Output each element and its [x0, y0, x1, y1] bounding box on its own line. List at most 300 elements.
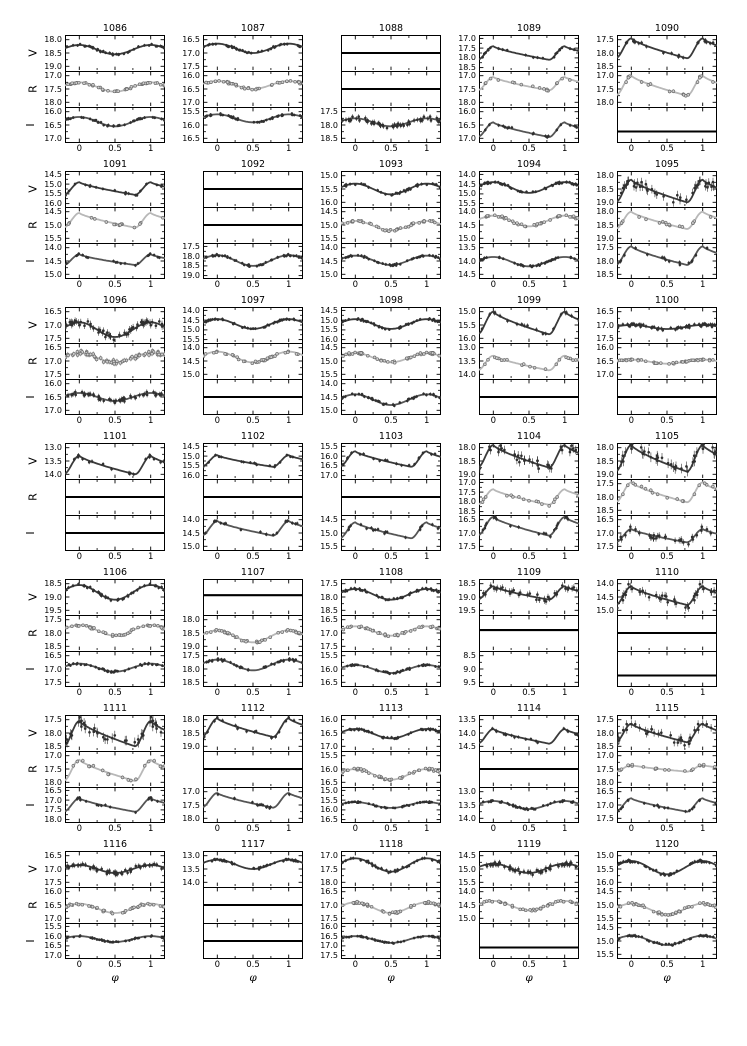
- panel-i: [165, 923, 303, 959]
- y-tick-label: 18.5: [596, 269, 614, 279]
- panel-v: [579, 443, 717, 479]
- cell-title: 1109: [516, 567, 542, 578]
- panel-r: [579, 71, 717, 107]
- y-axis-labels: [441, 343, 479, 379]
- y-axis-labels: [24, 785, 65, 825]
- y-tick-label: 18.5: [182, 261, 200, 271]
- panel-r: [27, 887, 165, 923]
- y-axis-labels: [441, 443, 479, 479]
- x-tick-label: 1: [699, 416, 706, 426]
- plot-area: [341, 207, 441, 243]
- cell-title: 1092: [240, 159, 266, 170]
- y-tick-label: 16.5: [44, 343, 62, 353]
- x-axis-labels: [203, 823, 303, 835]
- x-tick-label: 0: [490, 144, 497, 154]
- y-axis-labels: [441, 651, 479, 687]
- x-axis-labels: [617, 959, 717, 971]
- y-tick-label: 14.0: [182, 515, 200, 525]
- y-tick-label: 14.5: [320, 256, 338, 266]
- cell-title: 1116: [102, 839, 128, 850]
- plot-area: [203, 107, 303, 143]
- y-tick-label: 14.5: [44, 169, 62, 179]
- plot-area: [203, 615, 303, 651]
- cell-title: 1118: [378, 839, 404, 850]
- x-tick-label: 0: [628, 280, 635, 290]
- x-tick-label: 1: [699, 960, 706, 970]
- panel-r: [27, 207, 165, 243]
- plot-area: [341, 243, 441, 279]
- y-axis-labels: [441, 515, 479, 551]
- x-tick-label: 0: [76, 144, 83, 154]
- x-tick-label: 1: [423, 416, 430, 426]
- y-tick-label: 17.5: [182, 800, 200, 810]
- y-tick-label: 15.5: [44, 233, 62, 243]
- y-tick-label: 18.0: [44, 728, 62, 738]
- plot-area: [203, 579, 303, 615]
- phase-axis-label: φ: [249, 972, 257, 984]
- panel-i: [303, 651, 441, 687]
- y-tick-label: 16.0: [44, 887, 62, 897]
- panel-i: [579, 923, 717, 959]
- plot-area: [203, 715, 303, 751]
- cell-title: 1111: [102, 703, 128, 714]
- x-tick-label: 0.5: [522, 280, 536, 290]
- plot-area: [203, 71, 303, 107]
- y-tick-label: 16.5: [320, 615, 338, 625]
- y-tick-label: 16.5: [44, 651, 62, 661]
- x-axis-labels: [479, 415, 579, 427]
- cell-title: 1087: [240, 23, 266, 34]
- y-tick-label: 16.5: [182, 84, 200, 94]
- x-tick-label: 0.5: [108, 824, 122, 834]
- x-tick-label: 0.5: [660, 688, 674, 698]
- plot-area: [617, 343, 717, 379]
- y-axis-labels: [27, 207, 65, 243]
- x-axis-labels: [479, 823, 579, 835]
- plot-area: [479, 579, 579, 615]
- x-tick-label: 0.5: [522, 824, 536, 834]
- plot-area: [203, 35, 303, 71]
- y-tick-label: 8.5: [463, 651, 476, 661]
- y-tick-label: 14.5: [320, 343, 338, 353]
- band-label-r: R: [26, 357, 40, 365]
- panel-i: [303, 787, 441, 823]
- band-label-r: R: [26, 765, 40, 773]
- panel-v: [27, 851, 165, 887]
- x-tick-label: 0: [490, 960, 497, 970]
- y-tick-label: 17.5: [320, 641, 338, 651]
- y-axis-labels: [441, 715, 479, 751]
- y-tick-label: 18.5: [182, 677, 200, 687]
- x-tick-label: 0: [76, 416, 83, 426]
- y-tick-label: 18.5: [44, 579, 62, 589]
- y-tick-label: 16.5: [182, 133, 200, 143]
- y-axis-labels: [303, 379, 341, 415]
- y-tick-label: 17.0: [596, 369, 614, 379]
- y-axis-labels: [27, 751, 65, 787]
- y-tick-label: 17.0: [44, 405, 62, 415]
- y-tick-label: 17.0: [320, 741, 338, 751]
- plot-area: [341, 307, 441, 343]
- y-axis-labels: [579, 515, 617, 551]
- y-tick-label: 18.5: [596, 184, 614, 194]
- plot-area: [65, 787, 165, 823]
- plot-area: [617, 923, 717, 959]
- y-tick-label: 17.0: [596, 751, 614, 761]
- panel-v: [27, 715, 165, 751]
- y-tick-label: 18.5: [596, 61, 614, 71]
- y-tick-label: 17.5: [596, 813, 614, 823]
- y-tick-label: 16.5: [44, 392, 62, 402]
- y-tick-label: 17.5: [182, 651, 200, 661]
- y-tick-label: 15.0: [320, 269, 338, 279]
- panel-v: [441, 35, 579, 71]
- y-axis-labels: [165, 579, 203, 615]
- x-axis-labels: [617, 279, 717, 291]
- y-tick-label: 18.0: [182, 615, 200, 625]
- y-tick-label: 16.0: [182, 120, 200, 130]
- y-axis-labels: [303, 787, 341, 823]
- plot-area: [341, 443, 441, 479]
- y-tick-label: 17.5: [320, 951, 338, 961]
- x-axis-labels: [203, 551, 303, 563]
- panel-v: [579, 171, 717, 207]
- x-tick-label: 1: [561, 280, 568, 290]
- y-tick-label: 16.0: [596, 343, 614, 353]
- panel-i: [24, 785, 165, 825]
- y-tick-label: 13.5: [182, 864, 200, 874]
- cell-title: 1089: [516, 23, 542, 34]
- y-tick-label: 18.0: [458, 497, 476, 507]
- plot-area: [203, 651, 303, 687]
- panel-r: [165, 479, 303, 515]
- y-tick-label: 15.5: [320, 751, 338, 761]
- y-tick-label: 16.0: [320, 764, 338, 774]
- y-axis-labels: [303, 343, 341, 379]
- y-axis-labels: [27, 343, 65, 379]
- y-axis-labels: [579, 343, 617, 379]
- panel-i: [303, 243, 441, 279]
- cell-title: 1119: [516, 839, 542, 850]
- y-tick-label: 16.5: [320, 931, 338, 941]
- cell-title: 1113: [378, 703, 404, 714]
- y-tick-label: 19.0: [596, 197, 614, 207]
- x-tick-label: 0: [352, 960, 359, 970]
- plot-area: [203, 207, 303, 243]
- y-tick-label: 13.5: [458, 715, 476, 725]
- y-axis-labels: [303, 887, 341, 923]
- panel-i: [579, 515, 717, 551]
- y-tick-label: 16.5: [320, 728, 338, 738]
- y-axis-labels: [165, 379, 203, 415]
- x-tick-label: 1: [285, 552, 292, 562]
- y-tick-label: 16.0: [320, 197, 338, 207]
- plot-area: [203, 751, 303, 787]
- panel-v: [303, 443, 441, 479]
- plot-area: [65, 307, 165, 343]
- lightcurve-cell-1099: [441, 294, 579, 427]
- plot-area: [479, 379, 579, 415]
- panel-v: [579, 579, 717, 615]
- y-tick-label: 16.0: [182, 471, 200, 481]
- y-tick-label: 18.0: [44, 628, 62, 638]
- x-tick-label: 0: [214, 416, 221, 426]
- plot-area: [617, 207, 717, 243]
- x-tick-label: 1: [147, 824, 154, 834]
- y-tick-label: 17.0: [596, 528, 614, 538]
- y-axis-labels: [441, 171, 479, 207]
- x-tick-label: 1: [147, 144, 154, 154]
- panel-v: [441, 171, 579, 207]
- y-tick-label: 18.5: [182, 728, 200, 738]
- panel-v: [303, 715, 441, 751]
- plot-area: [65, 579, 165, 615]
- lightcurve-cell-1120: [579, 838, 717, 986]
- y-axis-labels: [165, 35, 203, 71]
- plot-area: [479, 651, 579, 687]
- y-tick-label: 17.5: [596, 541, 614, 551]
- y-axis-labels: [303, 579, 341, 615]
- y-tick-label: 14.0: [182, 305, 200, 315]
- y-tick-label: 17.0: [320, 851, 338, 861]
- plot-area: [617, 307, 717, 343]
- x-tick-label: 1: [699, 688, 706, 698]
- y-tick-label: 18.5: [596, 505, 614, 515]
- y-axis-labels: [441, 35, 479, 71]
- y-tick-label: 13.0: [182, 851, 200, 861]
- y-tick-label: 17.5: [44, 615, 62, 625]
- y-tick-label: 18.0: [458, 53, 476, 63]
- cell-title: 1106: [102, 567, 128, 578]
- panel-v: [441, 579, 579, 615]
- y-axis-labels: [165, 751, 203, 787]
- y-tick-label: 15.0: [182, 325, 200, 335]
- y-tick-label: 16.0: [320, 921, 338, 931]
- y-axis-labels: [303, 307, 341, 343]
- y-tick-label: 16.0: [44, 379, 62, 389]
- y-tick-label: 17.0: [182, 97, 200, 107]
- y-axis-labels: [303, 207, 341, 243]
- y-tick-label: 14.5: [182, 441, 200, 451]
- x-axis-labels: [479, 279, 579, 291]
- y-axis-labels: [303, 651, 341, 687]
- panel-r: [303, 71, 441, 107]
- x-tick-label: 0: [76, 688, 83, 698]
- panel-v: [27, 35, 165, 71]
- panel-i: [165, 515, 303, 551]
- y-tick-label: 13.5: [458, 243, 476, 253]
- x-tick-label: 1: [423, 824, 430, 834]
- lightcurve-cell-1090: [579, 22, 717, 155]
- x-tick-label: 1: [423, 280, 430, 290]
- plot-area: [65, 515, 165, 551]
- y-axis-labels: [579, 379, 617, 415]
- y-tick-label: 15.5: [182, 107, 200, 117]
- y-tick-label: 17.0: [44, 951, 62, 961]
- x-tick-label: 0.5: [108, 552, 122, 562]
- plot-area: [341, 615, 441, 651]
- y-tick-label: 14.0: [182, 877, 200, 887]
- y-tick-label: 18.5: [44, 741, 62, 751]
- panel-i: [441, 243, 579, 279]
- panel-r: [579, 479, 717, 515]
- x-tick-label: 0.5: [108, 688, 122, 698]
- panel-i: [165, 651, 303, 687]
- plot-area: [65, 171, 165, 207]
- x-tick-label: 0.5: [384, 824, 398, 834]
- panel-v: [165, 307, 303, 343]
- panel-r: [441, 615, 579, 651]
- x-axis-labels: [341, 687, 441, 699]
- cell-title: 1105: [654, 431, 680, 442]
- cell-title: 1101: [102, 431, 128, 442]
- y-tick-label: 15.0: [458, 913, 476, 923]
- y-axis-labels: [165, 651, 203, 687]
- y-tick-label: 18.0: [44, 815, 62, 825]
- y-tick-label: 18.5: [44, 48, 62, 58]
- panel-r: [165, 615, 303, 651]
- x-tick-label: 1: [561, 416, 568, 426]
- y-tick-label: 17.5: [44, 715, 62, 725]
- plot-area: [65, 107, 165, 143]
- plot-area: [479, 479, 579, 515]
- y-tick-label: 17.5: [458, 84, 476, 94]
- band-label-v: V: [26, 321, 40, 329]
- plot-area: [479, 715, 579, 751]
- y-tick-label: 16.0: [44, 199, 62, 209]
- x-tick-label: 0.5: [384, 280, 398, 290]
- panel-v: [27, 579, 165, 615]
- panel-i: [303, 379, 441, 415]
- y-tick-label: 16.0: [320, 715, 338, 725]
- plot-area: [617, 107, 717, 143]
- band-label-v: V: [26, 593, 40, 601]
- x-tick-label: 0.5: [246, 824, 260, 834]
- y-tick-label: 15.0: [320, 315, 338, 325]
- x-axis-labels: [479, 143, 579, 155]
- y-axis-labels: [579, 651, 617, 687]
- plot-area: [479, 171, 579, 207]
- y-tick-label: 16.5: [320, 777, 338, 787]
- y-tick-label: 17.5: [44, 84, 62, 94]
- y-tick-label: 18.5: [596, 741, 614, 751]
- cell-title: 1094: [516, 159, 542, 170]
- plot-area: [617, 579, 717, 615]
- y-axis-labels: [24, 515, 65, 551]
- y-tick-label: 15.5: [458, 199, 476, 209]
- x-axis-labels: [203, 687, 303, 699]
- y-axis-labels: [579, 579, 617, 615]
- lightcurve-cell-1104: [441, 430, 579, 563]
- plot-area: [341, 787, 441, 823]
- y-tick-label: 9.0: [463, 664, 476, 674]
- x-tick-label: 0.5: [522, 688, 536, 698]
- plot-area: [65, 887, 165, 923]
- lightcurve-cell-1086: [24, 22, 165, 155]
- x-tick-label: 1: [285, 280, 292, 290]
- x-tick-label: 0.5: [384, 144, 398, 154]
- panel-i: [579, 107, 717, 143]
- y-axis-labels: [441, 923, 479, 959]
- lightcurve-cell-1096: [24, 294, 165, 427]
- panel-i: [441, 515, 579, 551]
- panel-r: [441, 71, 579, 107]
- y-axis-labels: [579, 787, 617, 823]
- y-tick-label: 15.5: [320, 441, 338, 451]
- y-axis-labels: [579, 715, 617, 751]
- plot-area: [65, 243, 165, 279]
- plot-area: [617, 243, 717, 279]
- x-tick-label: 0.5: [522, 552, 536, 562]
- y-tick-label: 16.5: [44, 941, 62, 951]
- x-tick-label: 0: [628, 824, 635, 834]
- x-tick-label: 1: [699, 824, 706, 834]
- y-axis-labels: [303, 35, 341, 71]
- y-tick-label: 18.0: [596, 48, 614, 58]
- y-tick-label: 14.0: [320, 243, 338, 253]
- x-tick-label: 0: [628, 688, 635, 698]
- y-tick-label: 14.5: [596, 592, 614, 602]
- panel-r: [303, 479, 441, 515]
- x-tick-label: 1: [285, 688, 292, 698]
- y-tick-label: 13.5: [458, 800, 476, 810]
- y-tick-label: 15.5: [458, 320, 476, 330]
- y-tick-label: 14.5: [458, 741, 476, 751]
- y-tick-label: 19.5: [458, 605, 476, 615]
- plot-area: [65, 71, 165, 107]
- y-tick-label: 14.0: [458, 169, 476, 179]
- panel-r: [579, 343, 717, 379]
- y-axis-labels: [303, 107, 341, 143]
- y-tick-label: 17.5: [596, 715, 614, 725]
- y-tick-label: 19.0: [182, 271, 200, 281]
- y-axis-labels: [165, 207, 203, 243]
- y-tick-label: 17.0: [458, 528, 476, 538]
- panel-i: [165, 107, 303, 143]
- x-tick-label: 0.5: [246, 144, 260, 154]
- lightcurve-cell-1097: [165, 294, 303, 427]
- x-tick-label: 1: [423, 144, 430, 154]
- plot-area: [341, 579, 441, 615]
- plot-area: [341, 107, 441, 143]
- y-tick-label: 14.5: [320, 515, 338, 525]
- y-axis-labels: [165, 171, 203, 207]
- x-tick-label: 0: [352, 144, 359, 154]
- y-tick-label: 15.0: [182, 451, 200, 461]
- y-tick-label: 15.5: [182, 335, 200, 345]
- y-tick-label: 18.5: [44, 641, 62, 651]
- panel-v: [579, 307, 717, 343]
- y-tick-label: 17.0: [44, 751, 62, 761]
- band-label-v: V: [26, 457, 40, 465]
- y-tick-label: 15.5: [596, 864, 614, 874]
- y-tick-label: 15.5: [320, 795, 338, 805]
- lightcurve-cell-1111: [24, 702, 165, 835]
- panel-r: [165, 207, 303, 243]
- lightcurve-cell-1107: [165, 566, 303, 699]
- x-tick-label: 0.5: [660, 280, 674, 290]
- y-tick-label: 18.5: [458, 63, 476, 73]
- plot-area: [65, 751, 165, 787]
- y-axis-labels: [303, 443, 341, 479]
- panel-v: [165, 715, 303, 751]
- x-axis-labels: [203, 143, 303, 155]
- x-tick-label: 0: [490, 416, 497, 426]
- plot-area: [479, 851, 579, 887]
- y-tick-label: 18.0: [320, 592, 338, 602]
- y-tick-label: 16.5: [44, 120, 62, 130]
- y-tick-label: 15.0: [320, 405, 338, 415]
